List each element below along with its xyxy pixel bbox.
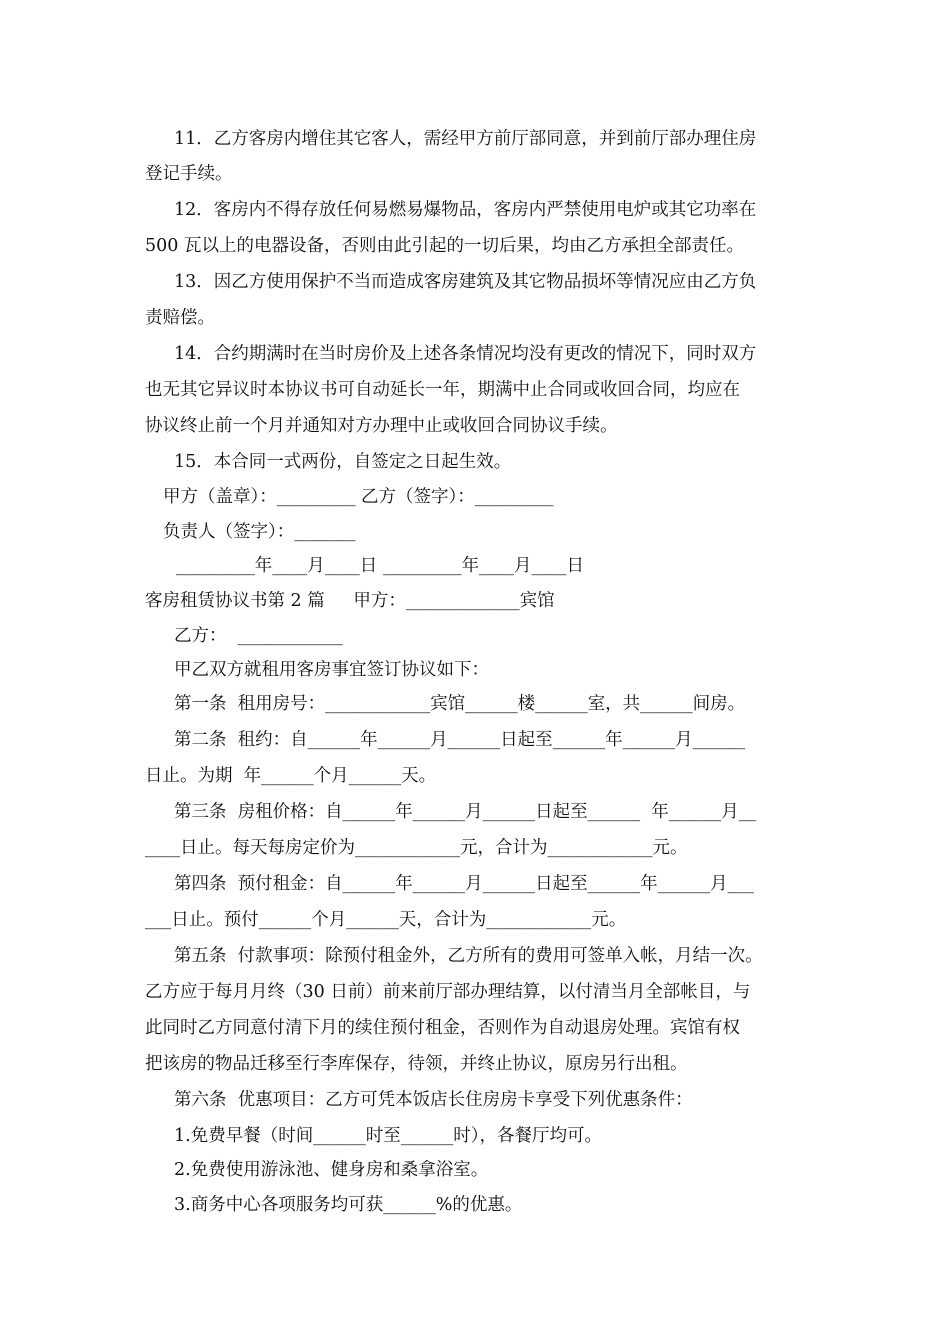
- benefit-1: 1.免费早餐（时间______时至______时），各餐厅均可。: [174, 1126, 602, 1146]
- clause-11-line-1: 11．乙方客房内增住其它客人，需经甲方前厅部同意，并到前厅部办理住房: [174, 129, 757, 149]
- clause-12-line-1: 12．客房内不得存放任何易燃易爆物品，客房内严禁使用电炉或其它功率在: [174, 200, 757, 220]
- signature-party-line: 甲方（盖章）：_________ 乙方（签字）：_________: [163, 487, 554, 507]
- agreement-intro: 甲乙双方就租用客房事宜签订协议如下：: [174, 660, 489, 680]
- clause-13-line-1: 13．因乙方使用保护不当而造成客房建筑及其它物品损坏等情况应由乙方负: [174, 272, 757, 292]
- article-3-line-1: 第三条 房租价格：自______年______月______日起至______ 年______月__: [174, 802, 757, 822]
- clause-13-line-2: 责赔偿。: [145, 308, 215, 328]
- clause-14-line-1: 14．合约期满时在当时房价及上述各条情况均没有更改的情况下，同时双方: [174, 344, 757, 364]
- article-4-line-1: 第四条 预付租金：自______年______月______日起至______年______月___: [174, 874, 754, 894]
- benefit-3: 3.商务中心各项服务均可获______%的优惠。: [174, 1195, 523, 1215]
- clause-14-line-2: 也无其它异议时本协议书可自动延长一年，期满中止合同或收回合同，均应在: [145, 380, 740, 400]
- date-line: _________年____月____日 _________年____月____日: [176, 556, 585, 576]
- article-2-line-1: 第二条 租约：自______年______月______日起至______年______月______: [174, 730, 746, 750]
- clause-14-line-3: 协议终止前一个月并通知对方办理中止或收回合同协议手续。: [145, 416, 618, 436]
- article-3-line-2: ____日止。每天每房定价为____________元，合计为____________元。: [145, 838, 688, 858]
- article-5-line-4: 把该房的物品迁移至行李库保存，待领，并终止协议，原房另行出租。: [145, 1054, 688, 1074]
- article-2-line-2: 日止。为期 年______个月______天。: [145, 766, 437, 786]
- article-5-line-1: 第五条 付款事项：除预付租金外，乙方所有的费用可签单入帐，月结一次。: [174, 946, 763, 966]
- clause-12-line-2: 500 瓦以上的电器设备，否则由此引起的一切后果，均由乙方承担全部责任。: [145, 236, 744, 256]
- clause-15: 15．本合同一式两份，自签定之日起生效。: [174, 452, 512, 472]
- article-6: 第六条 优惠项目：乙方可凭本饭店长住房房卡享受下列优惠条件：: [174, 1090, 693, 1110]
- second-agreement-heading: 客房租赁协议书第 2 篇 甲方：_____________宾馆: [145, 591, 555, 611]
- article-5-line-2: 乙方应于每月月终（30 日前）前来前厅部办理结算，以付清当月全部帐目，与: [145, 982, 751, 1002]
- article-1: 第一条 租用房号：____________宾馆______楼______室，共______间房。: [174, 694, 746, 714]
- article-4-line-2: ___日止。预付______个月______天，合计为____________元。: [145, 910, 627, 930]
- responsible-person-line: 负责人（签字）：_______: [163, 522, 356, 542]
- party-b-line: 乙方： ____________: [174, 626, 343, 646]
- clause-11-line-2: 登记手续。: [145, 164, 233, 184]
- benefit-2: 2.免费使用游泳池、健身房和桑拿浴室。: [174, 1160, 489, 1180]
- article-5-line-3: 此同时乙方同意付清下月的续住预付租金，否则作为自动退房处理。宾馆有权: [145, 1018, 740, 1038]
